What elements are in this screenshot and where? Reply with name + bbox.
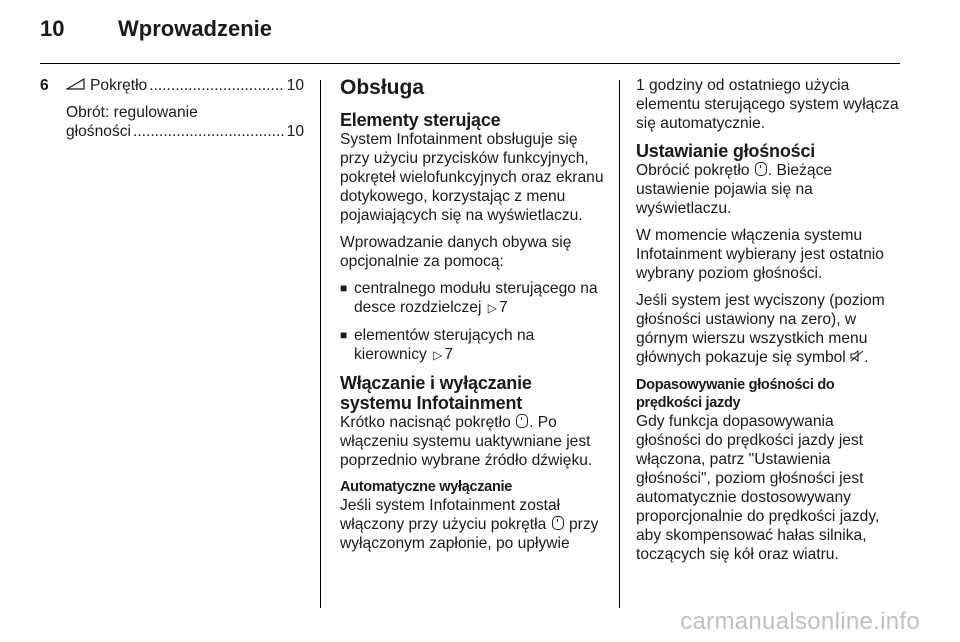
bullet-square-icon: ■	[340, 281, 348, 295]
index-subentry-page: 10	[286, 123, 304, 140]
dot-leader	[149, 76, 284, 95]
volume-knob-icon	[755, 162, 767, 176]
heading-controls: Elementy sterujące	[340, 110, 501, 130]
dot-leader	[133, 122, 285, 141]
list-item-text: centralnego modułu sterującego na desce rozdzielczej ▷ 7	[354, 280, 598, 316]
index-subentry-label: głośności	[66, 123, 132, 140]
index-entry-number: 6	[40, 77, 49, 94]
power-knob-icon	[552, 516, 564, 530]
volume-paragraph-3: Jeśli system jest wyciszony (poziom głośności ustawiony na zero), w górnym wierszu wszystkich menu głównych pokazuje się symbol .	[636, 292, 885, 366]
header-divider	[40, 63, 900, 64]
main-column-left	[340, 76, 608, 561]
column-divider-left	[320, 80, 321, 608]
volume-paragraph-2: W momencie włączenia systemu Infotainment wybierany jest ostatnio wybrany poziom głośności.	[636, 227, 884, 282]
speed-volume-paragraph: Gdy funkcja dopasowywania głośności do prędkości jazdy jest włączona, patrz "Ustawienia głośności", poziom głośności jest automatycznie dostosowywany proporcjonalnie do prędkości jazdy, aby skompensować hałas silnika, toczących się kół oraz wiatru.	[636, 413, 880, 563]
power-knob-icon	[516, 414, 528, 428]
main-column-right	[636, 76, 900, 572]
page-number: 10	[40, 16, 65, 41]
index-subentry-line2	[66, 122, 304, 141]
page-reference-icon: ▷	[433, 348, 443, 362]
page-reference-icon: ▷	[487, 301, 497, 315]
index-column	[40, 76, 304, 141]
chapter-title: Wprowadzenie	[118, 16, 273, 41]
index-subentry	[66, 103, 304, 141]
watermark: carmanualsonline.info	[680, 608, 920, 635]
index-subentry-line1: Obrót: regulowanie	[66, 104, 198, 121]
auto-off-continued: 1 godziny od ostatniego użycia elementu sterującego system wyłącza się automatycznie.	[636, 77, 899, 132]
bullet-square-icon: ■	[340, 328, 348, 342]
knob-indicator-icon	[66, 78, 86, 90]
auto-off-paragraph: Jeśli system Infotainment został włączony przy użyciu pokrętła przy wyłączonym zapłonie, po upływie	[340, 497, 599, 552]
section-title: Obsługa	[340, 76, 425, 99]
volume-paragraph-1: Obrócić pokrętło . Bieżące ustawienie pojawia się na wyświetlaczu.	[636, 162, 833, 217]
list-item	[340, 326, 608, 365]
controls-paragraph: System Infotainment obsługuje się przy użyciu przycisków funkcyjnych, pokręteł wielofunkcyjnych oraz ekranu dotykowego, korzystając z menu pojawiających się na wyświetlaczu.	[340, 131, 604, 224]
index-entry	[40, 76, 304, 95]
input-paragraph: Wprowadzanie danych obywa się opcjonalnie za pomocą:	[340, 234, 572, 270]
heading-auto-off: Automatyczne wyłączanie	[340, 479, 512, 495]
index-entry-label: Pokrętło	[90, 77, 148, 94]
heading-power: Włączanie i wyłączanie systemu Infotainment	[340, 373, 532, 413]
power-paragraph: Krótko nacisnąć pokrętło . Po włączeniu systemu uaktywniane jest poprzednio wybrane źródło dźwięku.	[340, 414, 593, 469]
heading-speed-volume: Dopasowywanie głośności do prędkości jazdy	[636, 377, 835, 411]
heading-volume: Ustawianie głośności	[636, 141, 816, 161]
list-item-text: elementów sterujących na kierownicy ▷ 7	[354, 327, 535, 363]
list-item	[340, 279, 608, 318]
column-divider-right	[619, 80, 620, 608]
index-entry-page: 10	[286, 77, 304, 94]
mute-icon	[850, 349, 864, 368]
